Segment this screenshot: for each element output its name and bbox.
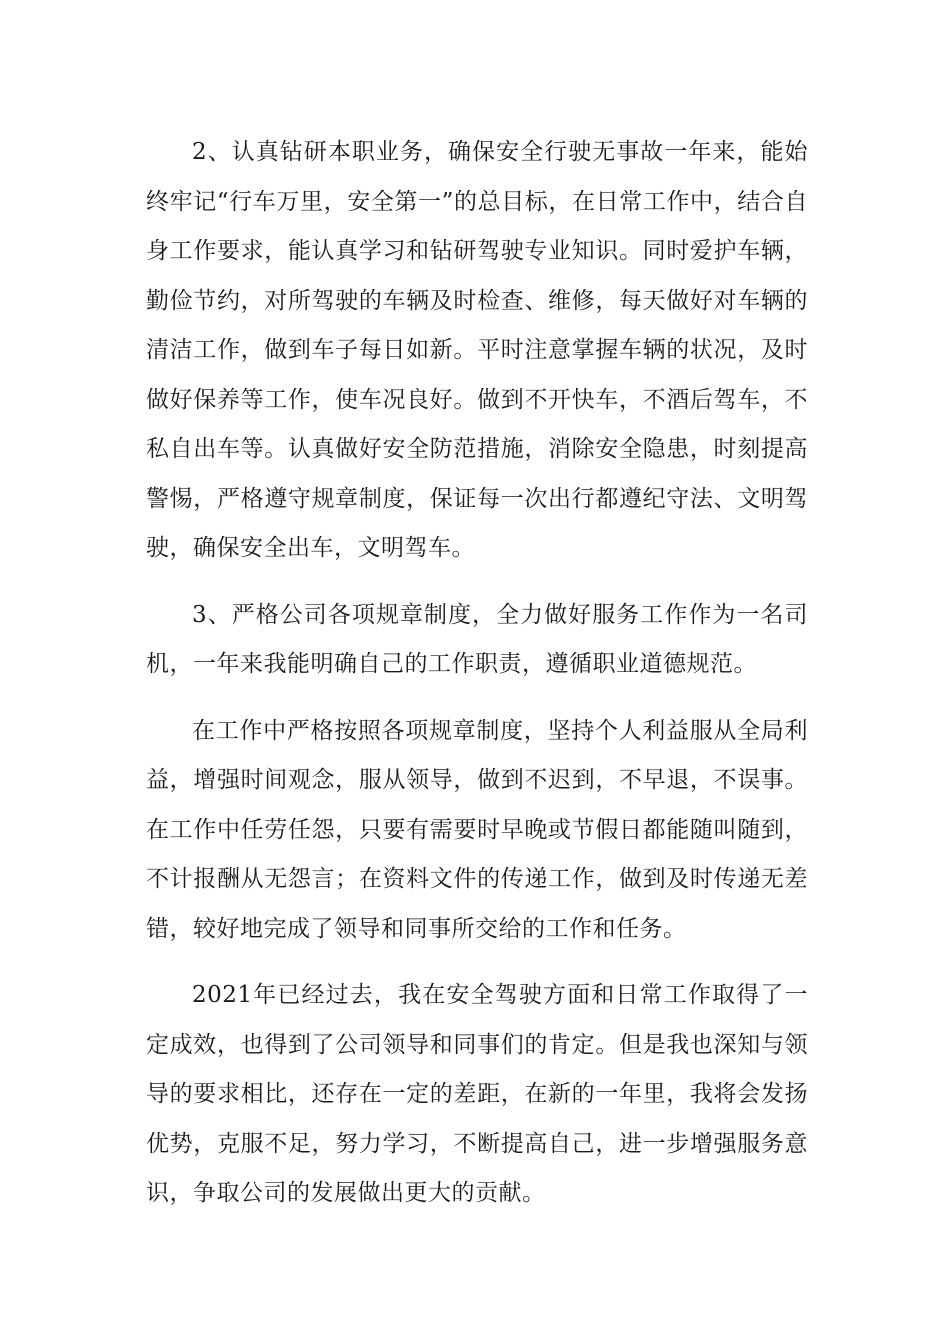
paragraph-rules-service: 3、严格公司各项规章制度，全力做好服务工作作为一名司机，一年来我能明确自己的工作职责，遵循职业道德规范。	[146, 601, 808, 677]
paragraph-summary: 2021年已经过去，我在安全驾驶方面和日常工作取得了一定成效，也得到了公司领导和同事们的肯定。但是我也深知与领导的要求相比，还存在一定的差距，在新的一年里，我将会发扬优势，克服不足，努力学习，不断提高自己，进一步增强服务意识，争取公司的发展做出更大的贡献。	[146, 982, 808, 1206]
paragraph-safe-driving: 2、认真钻研本职业务，确保安全行驶无事故一年来，能始终牢记“行车万里，安全第一”的总目标，在日常工作中，结合自身工作要求，能认真学习和钻研驾驶专业知识。同时爱护车辆，勤俭节约，对所驾驶的车辆及时检查、维修，每天做好对车辆的清洁工作，做到车子每日如新。平时注意掌握车辆的状况，及时做好保养等工作，使车况良好。做到不开快车，不酒后驾车，不私自出车等。认真做好安全防范措施，消除安全隐患，时刻提高警惕，严格遵守规章制度，保证每一次出行都遵纪守法、文明驾驶，确保安全出车，文明驾车。	[146, 139, 808, 561]
document-body	[146, 128, 808, 1236]
paragraph-work-attitude: 在工作中严格按照各项规章制度，坚持个人利益服从全局利益，增强时间观念，服从领导，做到不迟到，不早退，不误事。在工作中任劳任怨，只要有需要时早晚或节假日都能随叫随到，不计报酬从无怨言；在资料文件的传递工作，做到及时传递无差错，较好地完成了领导和同事所交给的工作和任务。	[146, 717, 808, 942]
